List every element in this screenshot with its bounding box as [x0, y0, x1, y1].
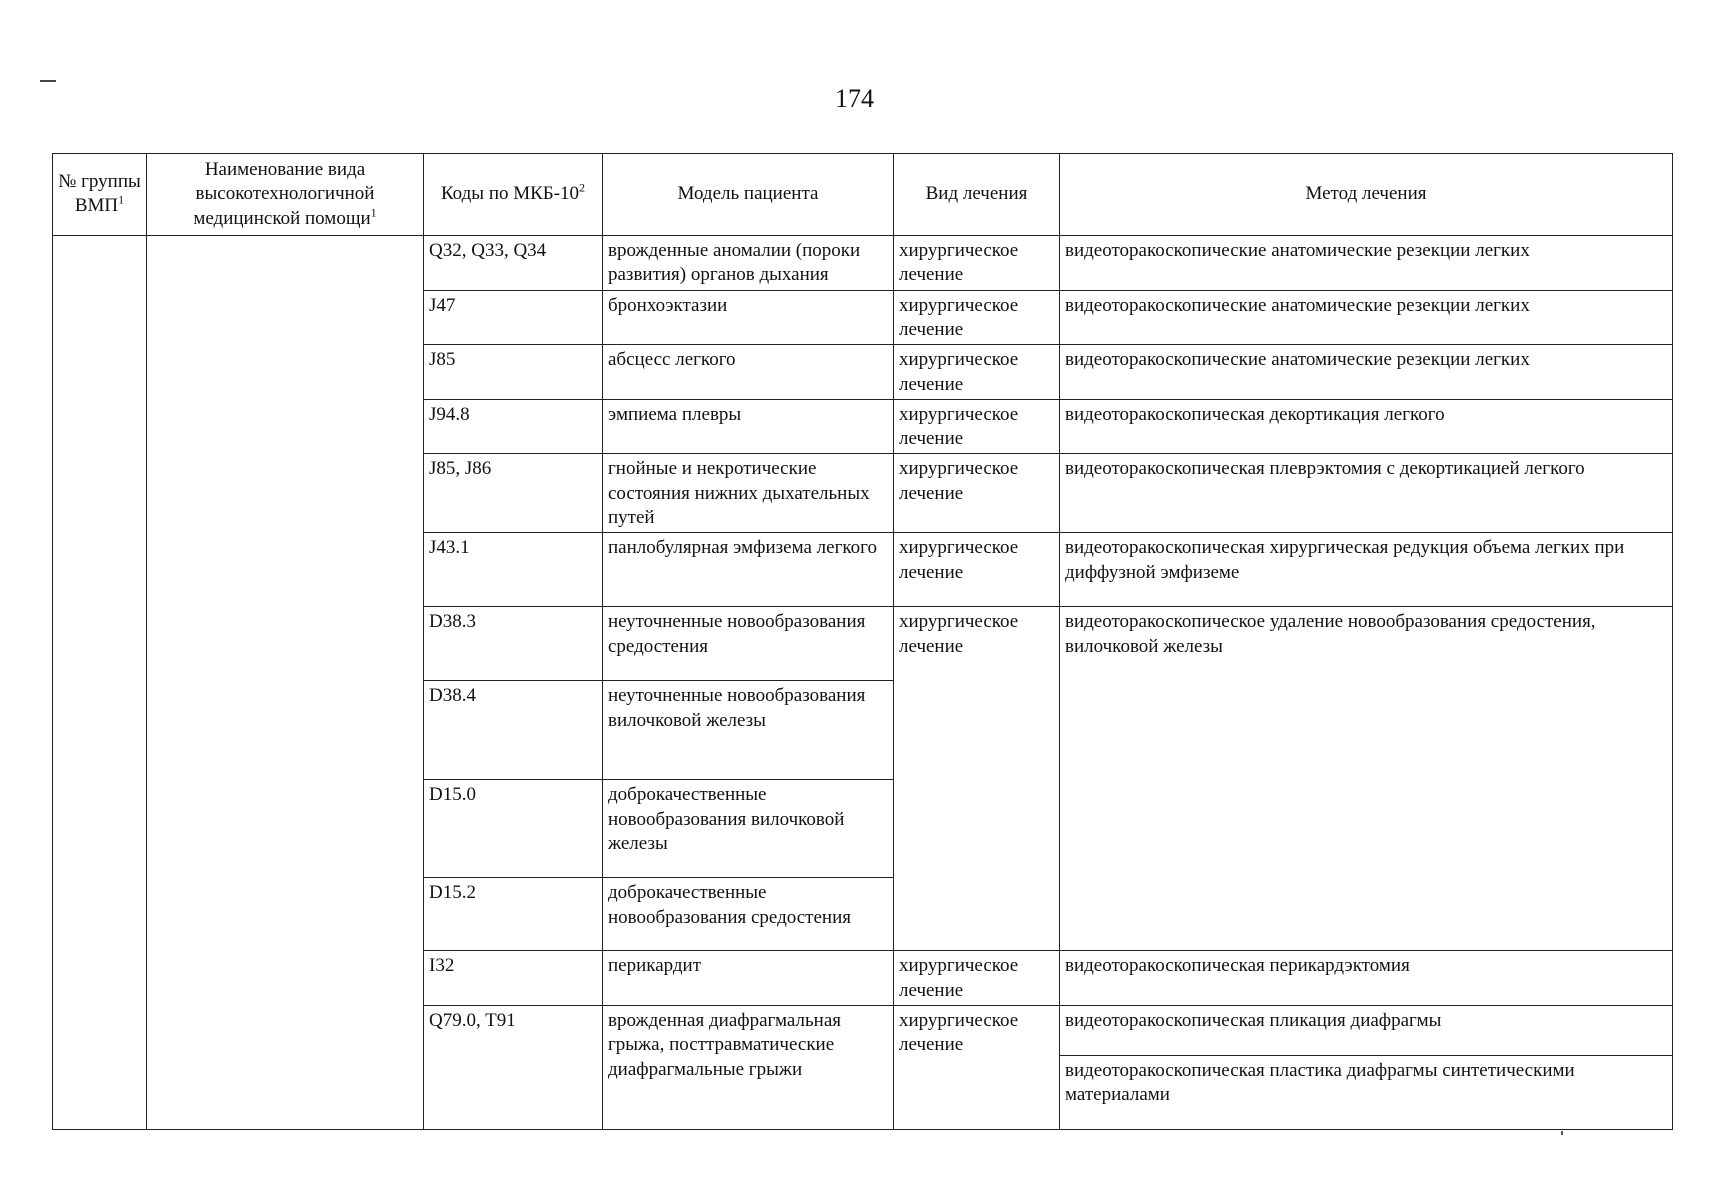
treatment-type-cell: хирургическое лечение: [894, 345, 1060, 400]
method-cell: видеоторакоскопическая хирургическая редукция объема легких при диффузной эмфиземе: [1060, 533, 1673, 607]
method-cell: видеоторакоскопические анатомические резекции легких: [1060, 345, 1673, 400]
header-care-type: Наименование вида высокотехнологичной медицинской помощи$^1$: [147, 154, 424, 236]
treatment-type-cell: хирургическое лечение: [894, 951, 1060, 1006]
treatment-type-cell: хирургическое лечение: [894, 235, 1060, 290]
vmp-table: [52, 153, 1673, 1130]
treatment-type-cell: хирургическое лечение: [894, 533, 1060, 607]
method-cell: видеоторакоскопические анатомические резекции легких: [1060, 235, 1673, 290]
care-type-cell: [147, 235, 424, 1129]
icd-codes-cell: I32: [424, 951, 603, 1006]
patient-model-cell: врожденные аномалии (пороки развития) органов дыхания: [603, 235, 894, 290]
treatment-type-cell: хирургическое лечение: [894, 1006, 1060, 1130]
patient-model-cell: эмпиема плевры: [603, 399, 894, 454]
method-cell: видеоторакоскопическая пластика диафрагмы синтетическими материалами: [1060, 1056, 1673, 1130]
icd-codes-cell: J47: [424, 290, 603, 345]
patient-model-cell: доброкачественные новообразования вилочковой железы: [603, 780, 894, 878]
method-cell: видеоторакоскопическая декортикация легкого: [1060, 399, 1673, 454]
icd-codes-cell: J94.8: [424, 399, 603, 454]
header-method: Метод лечения: [1060, 154, 1673, 236]
icd-codes-cell: D38.4: [424, 681, 603, 780]
patient-model-cell: врожденная диафрагмальная грыжа, посттравматические диафрагмальные грыжи: [603, 1006, 894, 1130]
scan-mark: [40, 80, 56, 82]
patient-model-cell: абсцесс легкого: [603, 345, 894, 400]
method-cell: видеоторакоскопическая пликация диафрагмы: [1060, 1006, 1673, 1056]
method-cell: видеоторакоскопическое удаление новообразования средостения, вилочковой железы: [1060, 607, 1673, 951]
icd-codes-cell: D15.2: [424, 878, 603, 951]
icd-codes-cell: J85: [424, 345, 603, 400]
icd-codes-cell: D38.3: [424, 607, 603, 681]
icd-codes-cell: J85, J86: [424, 454, 603, 533]
page-number: 174: [835, 84, 874, 113]
scan-speck: [1561, 1131, 1563, 1135]
treatment-type-cell: хирургическое лечение: [894, 607, 1060, 951]
icd-codes-cell: D15.0: [424, 780, 603, 878]
treatment-type-cell: хирургическое лечение: [894, 399, 1060, 454]
patient-model-cell: доброкачественные новообразования средостения: [603, 878, 894, 951]
method-cell: видеоторакоскопическая плеврэктомия с декортикацией легкого: [1060, 454, 1673, 533]
group-no-cell: [53, 235, 147, 1129]
treatment-type-cell: хирургическое лечение: [894, 454, 1060, 533]
icd-codes-cell: Q32, Q33, Q34: [424, 235, 603, 290]
header-patient-model: Модель пациента: [603, 154, 894, 236]
patient-model-cell: гнойные и некротические состояния нижних дыхательных путей: [603, 454, 894, 533]
patient-model-cell: перикардит: [603, 951, 894, 1006]
header-icd-codes: Коды по МКБ-$10^2$: [424, 154, 603, 236]
patient-model-cell: неуточненные новообразования средостения: [603, 607, 894, 681]
table-header-row: [53, 154, 1673, 236]
header-treatment-type: Вид лечения: [894, 154, 1060, 236]
header-group-no: № группы ВМП$^1$: [53, 154, 147, 236]
patient-model-cell: неуточненные новообразования вилочковой железы: [603, 681, 894, 780]
method-cell: видеоторакоскопическая перикардэктомия: [1060, 951, 1673, 1006]
method-cell: видеоторакоскопические анатомические резекции легких: [1060, 290, 1673, 345]
icd-codes-cell: Q79.0, T91: [424, 1006, 603, 1130]
patient-model-cell: панлобулярная эмфизема легкого: [603, 533, 894, 607]
table-row: [53, 235, 1673, 290]
patient-model-cell: бронхоэктазии: [603, 290, 894, 345]
treatment-type-cell: хирургическое лечение: [894, 290, 1060, 345]
icd-codes-cell: J43.1: [424, 533, 603, 607]
